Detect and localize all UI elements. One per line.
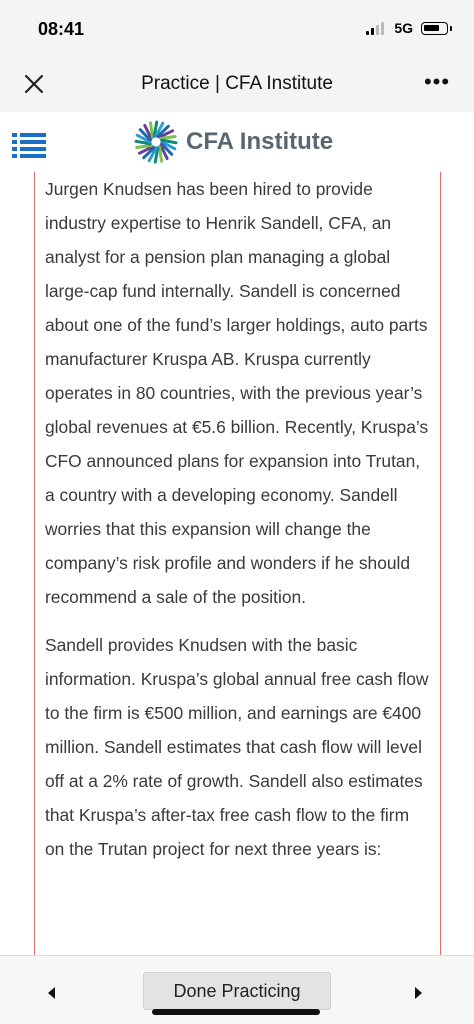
close-button[interactable] [20, 70, 48, 98]
close-icon [20, 70, 48, 98]
page-title: Practice | CFA Institute [141, 73, 333, 94]
cfa-logo [134, 120, 333, 164]
status-time: 08:41 [38, 19, 85, 39]
top-bar [0, 0, 474, 112]
question-content [34, 172, 441, 955]
network-label: 5G [394, 20, 413, 36]
status-indicators [366, 20, 448, 36]
cfa-logo-icon [134, 120, 178, 164]
brand-name: CFA Institute [186, 128, 334, 155]
list-menu-icon [12, 132, 46, 158]
logo-ray [151, 123, 153, 137]
logo-ray [160, 147, 162, 161]
signal-icon [366, 22, 386, 35]
battery-icon [421, 22, 448, 35]
chevron-right-icon [408, 983, 428, 1003]
paragraph: Sandell provides Knudsen with the basic information. Kruspa’s global annual free cash flow to the firm is €500 million, and earnings are €400 million. Sandell estimates that cash flow will level off at a 2% rate of growth. Sandell also estimates that Kruspa’s after-tax free cash flow to the firm on the Trutan project for next three years is: [45, 635, 429, 859]
more-options-button[interactable]: ••• [423, 69, 451, 94]
logo-ray [137, 146, 151, 148]
previous-button[interactable] [42, 983, 62, 1003]
done-practicing-button[interactable]: Done Practicing [143, 972, 331, 1010]
home-indicator [152, 1009, 320, 1015]
chevron-left-icon [42, 983, 62, 1003]
next-button[interactable] [408, 983, 428, 1003]
paragraph: Jurgen Knudsen has been hired to provide industry expertise to Henrik Sandell, CFA, an analyst for a pension plan managing a global large-cap fund internally. Sandell is concerned about one of the fund’s larger holdings, auto parts manufacturer Kruspa AB. Kruspa currently operates in 80 countries, with the previous year’s global revenues at €5.6 billion. Recently, Kruspa’s CFO announced plans for expansion into Trutan, a country with a developing economy. Sandell worries that this expansion will change the company’s risk profile and wonders if he should recommend a sale of the position. [45, 179, 429, 607]
menu-button[interactable] [12, 132, 46, 158]
logo-ray [161, 137, 175, 139]
